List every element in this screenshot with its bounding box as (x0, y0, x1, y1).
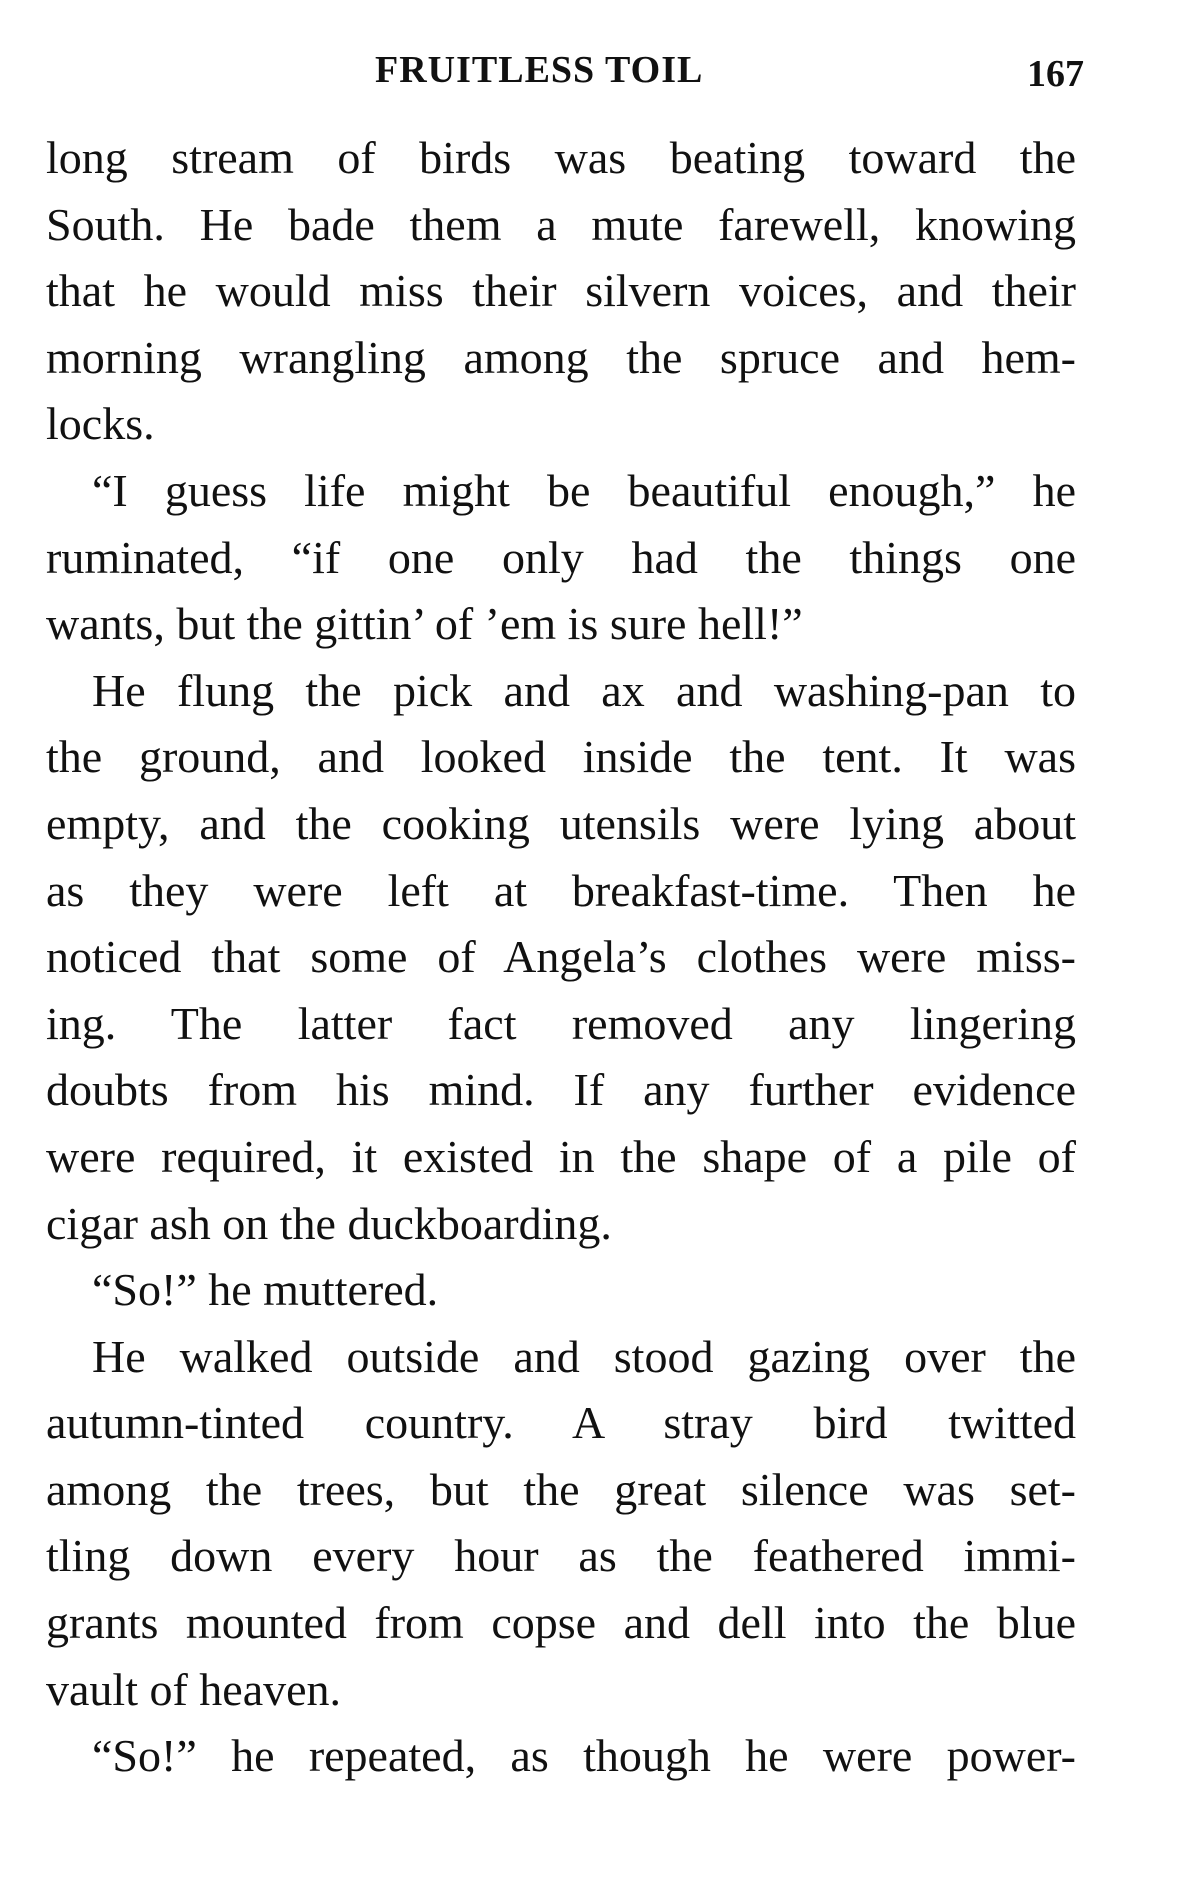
paragraph (46, 458, 1076, 658)
text-line: doubts from his mind. If any further evidence (46, 1064, 1076, 1116)
paragraph (46, 1257, 1076, 1324)
text-line: “I guess life might be beautiful enough,” he (92, 464, 1076, 516)
running-title: FRUITLESS TOIL (375, 49, 704, 91)
text-line: ruminated, “if one only had the things one (46, 531, 1076, 583)
text-line: the ground, and looked inside the tent. It was (46, 731, 1076, 783)
text-line: wants, but the gittin’ of ’em is sure hell!” (46, 598, 803, 650)
text-line: ing. The latter fact removed any lingering (46, 997, 1076, 1049)
text-line: long stream of birds was beating toward the (46, 132, 1076, 183)
text-line: among the trees, but the great silence was set- (46, 1463, 1076, 1515)
text-line: that he would miss their silvern voices, and their (46, 265, 1076, 317)
text-line: He flung the pick and ax and washing-pan to (92, 664, 1076, 716)
paragraph (46, 658, 1076, 1257)
text-line: noticed that some of Angela’s clothes were miss- (46, 931, 1076, 983)
text-line: vault of heaven. (46, 1663, 342, 1715)
text-line: cigar ash on the duckboarding. (46, 1197, 612, 1249)
body-text (46, 125, 1076, 1790)
text-line: autumn-tinted country. A stray bird twitted (46, 1397, 1076, 1449)
text-line: South. He bade them a mute farewell, knowing (46, 198, 1076, 250)
text-line: were required, it existed in the shape of a pile of (46, 1130, 1076, 1182)
text-line: locks. (46, 398, 155, 450)
paragraph (46, 125, 1076, 458)
running-head (0, 40, 1192, 100)
text-line: as they were left at breakfast-time. Then he (46, 864, 1076, 916)
text-line: “So!” he muttered. (92, 1264, 439, 1316)
text-line: grants mounted from copse and dell into the blue (46, 1597, 1076, 1649)
text-line: He walked outside and stood gazing over the (92, 1330, 1076, 1382)
page-number: 167 (1027, 53, 1084, 95)
paragraph (46, 1324, 1076, 1724)
text-line: “So!” he repeated, as though he were power- (92, 1730, 1076, 1782)
paragraph (46, 1723, 1076, 1790)
text-line: morning wrangling among the spruce and hem- (46, 331, 1076, 383)
text-line: empty, and the cooking utensils were lying about (46, 797, 1076, 849)
text-line: tling down every hour as the feathered immi- (46, 1530, 1076, 1582)
